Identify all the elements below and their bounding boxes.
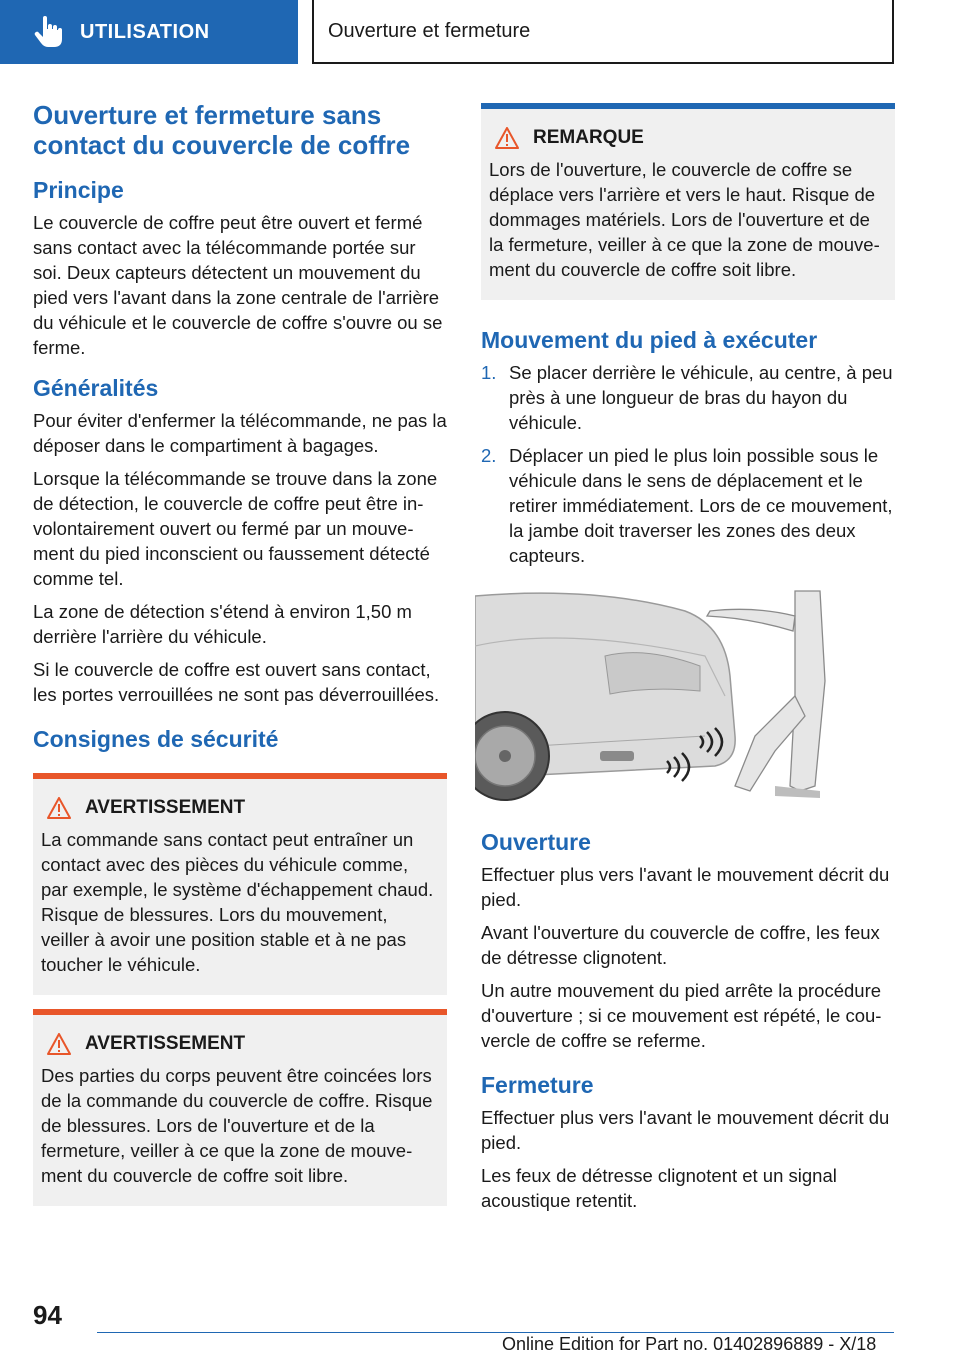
principe-text: Le couvercle de coffre peut être ouvert et fermé sans contact avec la télécommande portée sur soi. Deux capteurs détectent un mouvement du pied vers l'avant dans la zone centrale de l'arrière du véhicule et le couvercle de coffre s'ouvre ou se ferme. xyxy=(33,212,443,358)
note-title: REMARQUE xyxy=(533,127,644,148)
heading-principe: Principe xyxy=(33,177,124,203)
hand-pointer-icon xyxy=(28,12,68,52)
warning-triangle-icon xyxy=(47,1033,71,1055)
page-title: Ouverture et fermeture sans contact du couvercle de coffre xyxy=(33,100,411,160)
footer-divider xyxy=(97,1332,894,1333)
page-number: 94 xyxy=(33,1300,62,1330)
breadcrumb-label: Ouverture et fermeture xyxy=(328,19,531,42)
step-text: Déplacer un pied le plus loin possible sous le véhicule dans le sens de déplacement et le retirer immédiatement. Lors de ce mouvement, la jambe doit traverser les zones des deux capteurs. xyxy=(509,445,893,566)
heading-ouverture: Ouverture xyxy=(481,829,591,855)
ouverture-paragraph: Un autre mouvement du pied arrête la procédure d'ouverture ; si ce mouvement est répété, le couvercle de coffre se referme. xyxy=(481,980,882,1051)
warning-text: Des parties du corps peuvent être coincées lors de la commande du couvercle de coffre. Risque de blessures. Lors de l'ouverture et de la fermeture, veiller à ce que la zone de mouvement du couvercle de coffre soit libre. xyxy=(41,1065,433,1186)
generalites-paragraph: Pour éviter d'enfermer la télécommande, ne pas la déposer dans le compartiment à bagages. xyxy=(33,410,447,456)
generalites-paragraph: Lorsque la télécommande se trouve dans la zone de détection, le couvercle de coffre peut être involontairement ouvert ou fermé par un mouvement du pied inconscient ou faussement détecté comme tel. xyxy=(33,468,438,589)
step-number: 1. xyxy=(481,362,497,383)
step-text: Se placer derrière le véhicule, au centre, à peu près à une longueur de bras du hayon du véhicule. xyxy=(509,362,893,433)
heading-generalites: Généralités xyxy=(33,375,159,401)
heading-securite: Consignes de sécurité xyxy=(33,726,279,752)
right-column xyxy=(481,103,895,1221)
footer-edition: Online Edition for Part no. 01402896889 - X/18 xyxy=(502,1334,877,1354)
ouverture-paragraph: Avant l'ouverture du couvercle de coffre, les feux de détresse clignotent. xyxy=(481,922,880,968)
note-box xyxy=(481,103,895,300)
step-number: 2. xyxy=(481,445,497,466)
heading-mouvement: Mouvement du pied à exécuter xyxy=(481,327,818,353)
fermeture-paragraph: Effectuer plus vers l'avant le mouvement décrit du pied. xyxy=(481,1107,890,1153)
list-item xyxy=(481,360,895,435)
warning-box xyxy=(33,773,447,995)
section-tab xyxy=(0,0,298,64)
warning-triangle-icon xyxy=(495,127,519,149)
section-label: UTILISATION xyxy=(80,20,210,43)
fermeture-paragraph: Les feux de détresse clignotent et un signal acoustique retentit. xyxy=(481,1165,837,1211)
warning-title: AVERTISSEMENT xyxy=(85,1033,246,1054)
illustration-foot-gesture xyxy=(475,586,831,806)
left-column xyxy=(33,100,447,1206)
heading-fermeture: Fermeture xyxy=(481,1072,594,1098)
ouverture-paragraph: Effectuer plus vers l'avant le mouvement décrit du pied. xyxy=(481,864,890,910)
breadcrumb xyxy=(312,0,894,64)
steps-list xyxy=(481,360,895,568)
warning-triangle-icon xyxy=(47,797,71,819)
warning-text: La commande sans contact peut entraîner un contact avec des pièces du véhicule comme, par exemple, le système d'échappement chaud. Risque de blessures. Lors du mouvement, veiller à avoir une position stable et à ne pas toucher le véhicule. xyxy=(41,829,434,975)
list-item xyxy=(481,443,895,568)
warning-box xyxy=(33,1009,447,1206)
generalites-paragraph: Si le couvercle de coffre est ouvert sans contact, les portes verrouillées ne sont pas déverrouillées. xyxy=(33,659,440,705)
generalites-paragraph: La zone de détection s'étend à environ 1,50 m derrière l'arrière du véhicule. xyxy=(33,601,412,647)
note-text: Lors de l'ouverture, le couvercle de coffre se déplace vers l'arrière et vers le haut. Risque de dommages matériels. Lors de l'ouverture et de la fermeture, veiller à ce que la zone de mouvement du couvercle de coffre soit libre. xyxy=(489,159,880,280)
warning-title: AVERTISSEMENT xyxy=(85,797,246,818)
